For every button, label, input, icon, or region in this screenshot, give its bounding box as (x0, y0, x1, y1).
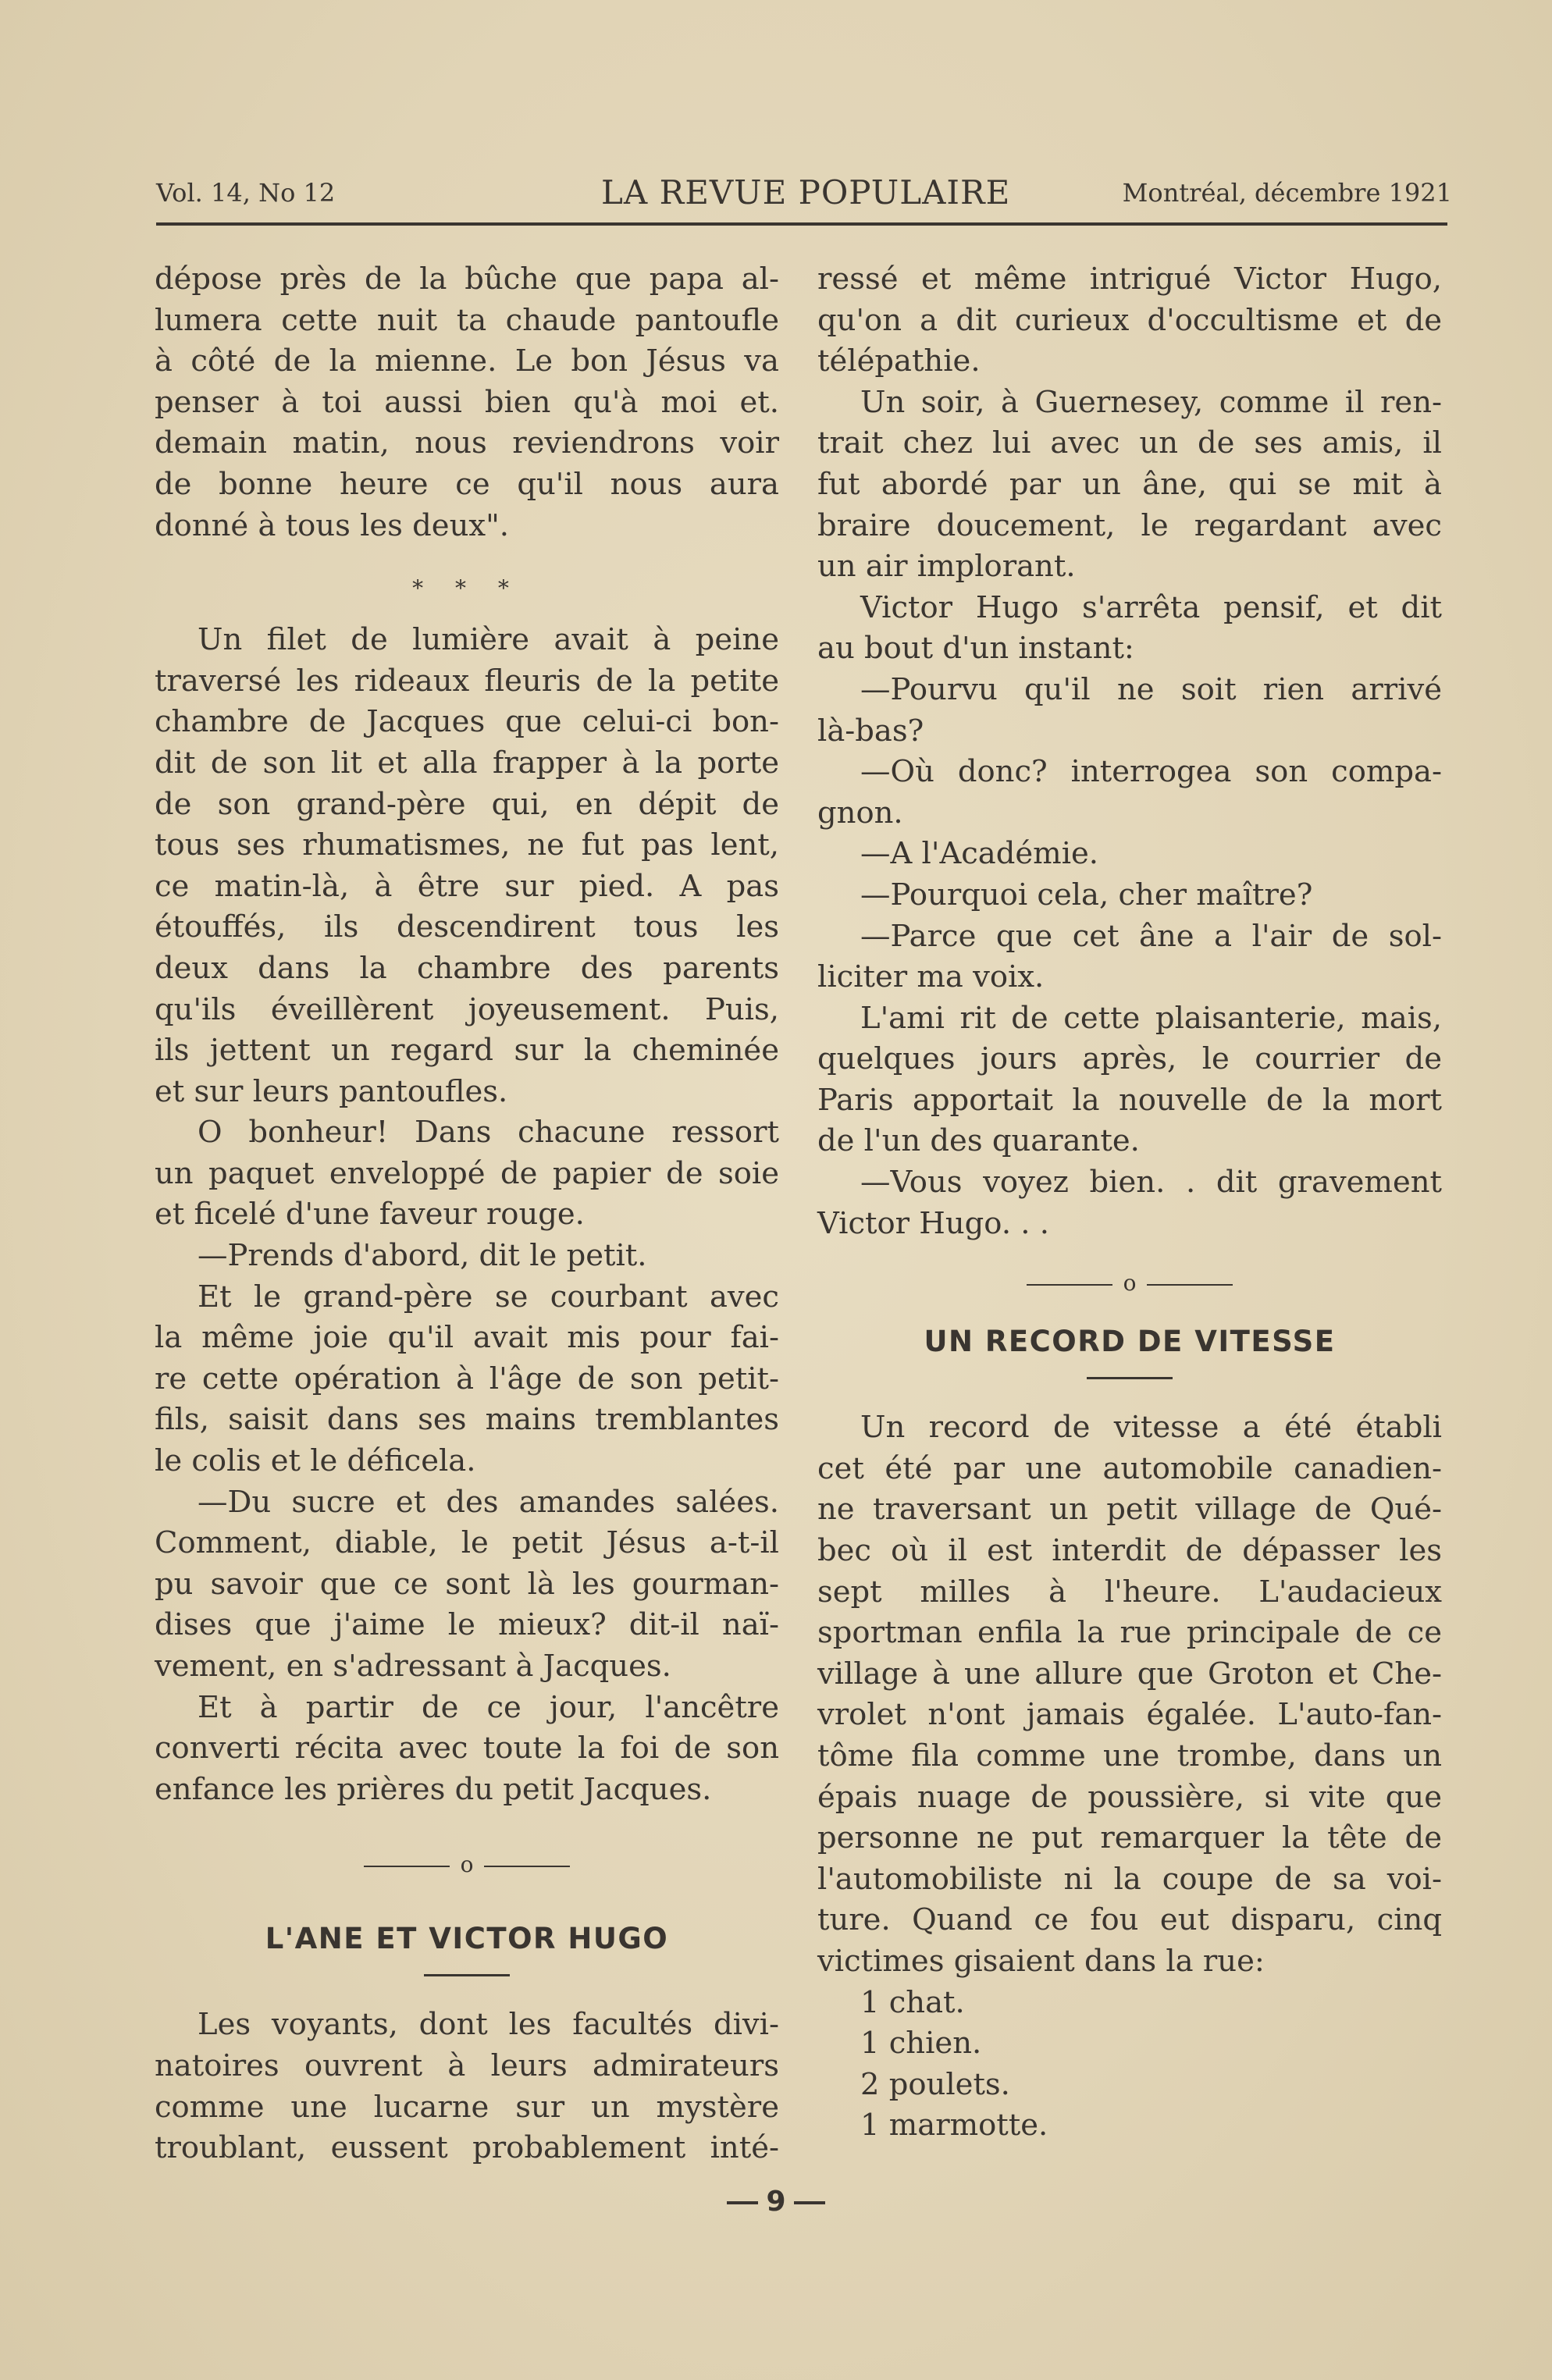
paragraph (155, 1236, 779, 1277)
text-line: pu savoir que ce sont là les gourman- (155, 1566, 779, 1602)
page-footer (0, 2186, 1552, 2218)
text-line: L'ami rit de cette plaisanterie, mais, (860, 1000, 1442, 1036)
text-line: bec où il est interdit de dépasser les (817, 1533, 1442, 1569)
text-line: village à une allure que Groton et Che- (817, 1656, 1442, 1692)
section-break-stars: * * * (412, 575, 521, 602)
text-line: converti récita avec toute la foi de son (155, 1731, 779, 1766)
separator-mark: o (460, 1852, 474, 1878)
text-line: sportman enfila la rue principale de ce (817, 1615, 1442, 1651)
text-line: qu'on a dit curieux d'occultisme et de (817, 302, 1442, 338)
text-line: —Pourquoi cela, cher maître? (860, 877, 1313, 913)
text-line: liciter ma voix. (817, 959, 1045, 995)
text-line: et ficelé d'une faveur rouge. (155, 1197, 585, 1233)
publication-title: LA REVUE POPULAIRE (601, 173, 1011, 212)
text-line: Victor Hugo s'arrêta pensif, et dit (860, 589, 1442, 625)
paragraph (817, 834, 1442, 875)
separator-dash (484, 1866, 570, 1867)
text-line: troublant, eussent probablement inté- (155, 2130, 779, 2166)
footer-dash (794, 2201, 825, 2204)
text-line: re cette opération à l'âge de son petit- (155, 1361, 779, 1396)
separator-dash (1147, 1284, 1233, 1286)
paragraph (155, 1277, 779, 1482)
text-line: la même joie qu'il avait mis pour fai- (155, 1320, 779, 1356)
text-line: au bout d'un instant: (817, 631, 1134, 667)
text-line: Comment, diable, le petit Jésus a-t-il (155, 1525, 779, 1561)
text-line: trait chez lui avec un de ses amis, il (817, 425, 1442, 461)
list-item: 1 marmotte. (860, 2108, 1048, 2143)
text-line: quelques jours après, le courrier de (817, 1041, 1442, 1077)
paragraph (817, 998, 1442, 1162)
text-line: Un filet de lumière avait à peine (198, 622, 779, 658)
text-line: —A l'Académie. (860, 836, 1099, 872)
section-separator (817, 1252, 1442, 1315)
text-line: un paquet enveloppé de papier de soie (155, 1155, 779, 1191)
text-line: traversé les rideaux fleuris de la petite (155, 663, 779, 699)
text-line: Paris apportait la nouvelle de la mort (817, 1082, 1442, 1118)
text-line: chambre de Jacques que celui-ci bon- (155, 704, 779, 740)
right-column (817, 259, 1442, 2147)
text-line: l'automobiliste ni la coupe de sa voi- (817, 1861, 1442, 1897)
text-line: épais nuage de poussière, si vite que (817, 1779, 1442, 1815)
text-line: —Vous voyez bien. . dit gravement (860, 1165, 1442, 1201)
footer-dash (727, 2201, 758, 2204)
text-line: de son grand-père qui, en dépit de (155, 786, 779, 822)
separator-dash (364, 1866, 450, 1867)
text-line: penser à toi aussi bien qu'à moi et. (155, 384, 779, 420)
text-line: télépathie. (817, 343, 981, 379)
text-line: Et à partir de ce jour, l'ancêtre (198, 1689, 779, 1725)
text-line: deux dans la chambre des parents (155, 950, 779, 986)
paragraph (155, 1112, 779, 1236)
text-line: ils jettent un regard sur la cheminée (155, 1033, 779, 1069)
text-line: natoires ouvrent à leurs admirateurs (155, 2047, 779, 2083)
paragraph (817, 752, 1442, 834)
text-line: gnon. (817, 795, 903, 831)
paragraph (817, 259, 1442, 382)
text-line: tôme fila comme une trombe, dans un (817, 1738, 1442, 1773)
text-line: à côté de la mienne. Le bon Jésus va (155, 343, 779, 379)
text-line: Les voyants, dont les facultés divi- (198, 2007, 779, 2043)
text-line: étouffés, ils descendirent tous les (155, 909, 779, 945)
heading-rule (1087, 1377, 1173, 1379)
paragraph (155, 620, 779, 1112)
page-header (156, 173, 1452, 220)
paragraph (817, 382, 1442, 588)
paragraph (817, 670, 1442, 752)
paragraph (155, 2005, 779, 2168)
left-column (155, 259, 779, 2169)
paragraph (817, 1407, 1442, 1982)
heading-rule (424, 1974, 510, 1976)
text-line: tous ses rhumatismes, ne fut pas lent, (155, 827, 779, 863)
text-line: Et le grand-père se courbant avec (198, 1279, 779, 1315)
article-heading: L'ANE ET VICTOR HUGO (265, 1922, 669, 1956)
text-line: et sur leurs pantoufles. (155, 1073, 508, 1109)
text-line: un air implorant. (817, 549, 1076, 585)
text-line: ce matin-là, à être sur pied. A pas (155, 868, 779, 904)
text-line: ne traversant un petit village de Qué- (817, 1492, 1442, 1528)
text-line: dit de son lit et alla frapper à la porte (155, 745, 779, 781)
list-item: 1 chien. (860, 2026, 982, 2062)
text-line: demain matin, nous reviendrons voir (155, 425, 779, 461)
paragraph (155, 1688, 779, 1811)
text-line: cet été par une automobile canadien- (817, 1450, 1442, 1486)
text-line: enfance les prières du petit Jacques. (155, 1771, 712, 1807)
text-line: de l'un des quarante. (817, 1123, 1140, 1159)
header-rule (156, 222, 1447, 226)
list-item: 2 poulets. (860, 2066, 1010, 2102)
text-line: victimes gisaient dans la rue: (817, 1943, 1265, 1979)
text-line: Victor Hugo. . . (817, 1205, 1050, 1241)
text-line: —Prends d'abord, dit le petit. (198, 1238, 647, 1274)
text-line: Un soir, à Guernesey, comme il ren- (860, 384, 1442, 420)
text-line: ressé et même intrigué Victor Hugo, (817, 261, 1442, 297)
text-line: Un record de vitesse a été établi (860, 1410, 1442, 1446)
text-line: qu'ils éveillèrent joyeusement. Puis, (155, 991, 779, 1027)
text-line: braire doucement, le regardant avec (817, 507, 1442, 543)
text-line: —Où donc? interrogea son compa- (860, 754, 1442, 790)
separator-dash (1027, 1284, 1112, 1286)
text-line: dises que j'aime le mieux? dit-il naï- (155, 1607, 779, 1643)
text-line: donné à tous les deux". (155, 507, 510, 543)
page-number: 9 (766, 2186, 786, 2218)
text-line: personne ne put remarquer la tête de (817, 1820, 1442, 1856)
text-line: comme une lucarne sur un mystère (155, 2089, 779, 2125)
paragraph (817, 1162, 1442, 1244)
victims-list (817, 1983, 1442, 2147)
text-line: là-bas? (817, 713, 924, 749)
text-line: —Du sucre et des amandes salées. (198, 1484, 779, 1520)
paragraph (155, 259, 779, 546)
text-line: fils, saisit dans ses mains tremblantes (155, 1402, 779, 1438)
issue-date: Montréal, décembre 1921 (1122, 178, 1452, 208)
paragraph (155, 1482, 779, 1688)
paragraph (817, 875, 1442, 916)
text-line: ture. Quand ce fou eut disparu, cinq (817, 1902, 1442, 1938)
text-line: vement, en s'adressant à Jacques. (155, 1649, 671, 1684)
paragraph (817, 588, 1442, 670)
paragraph (817, 916, 1442, 998)
text-line: lumera cette nuit ta chaude pantoufle (155, 302, 779, 338)
volume-number: Vol. 14, No 12 (156, 178, 336, 208)
text-line: fut abordé par un âne, qui se mit à (817, 466, 1442, 502)
text-line: le colis et le déficela. (155, 1443, 476, 1479)
text-line: de bonne heure ce qu'il nous aura (155, 466, 779, 502)
section-separator (155, 1834, 779, 1896)
text-line: —Pourvu qu'il ne soit rien arrivé (860, 671, 1442, 707)
text-line: vrolet n'ont jamais égalée. L'auto-fan- (817, 1697, 1442, 1733)
text-line: —Parce que cet âne a l'air de sol- (860, 918, 1442, 954)
article-heading: UN RECORD DE VITESSE (924, 1325, 1336, 1359)
text-line: dépose près de la bûche que papa al- (155, 261, 779, 297)
text-line: O bonheur! Dans chacune ressort (198, 1115, 779, 1151)
text-line: sept milles à l'heure. L'audacieux (817, 1574, 1442, 1610)
separator-mark: o (1123, 1270, 1137, 1297)
list-item: 1 chat. (860, 1984, 965, 2020)
